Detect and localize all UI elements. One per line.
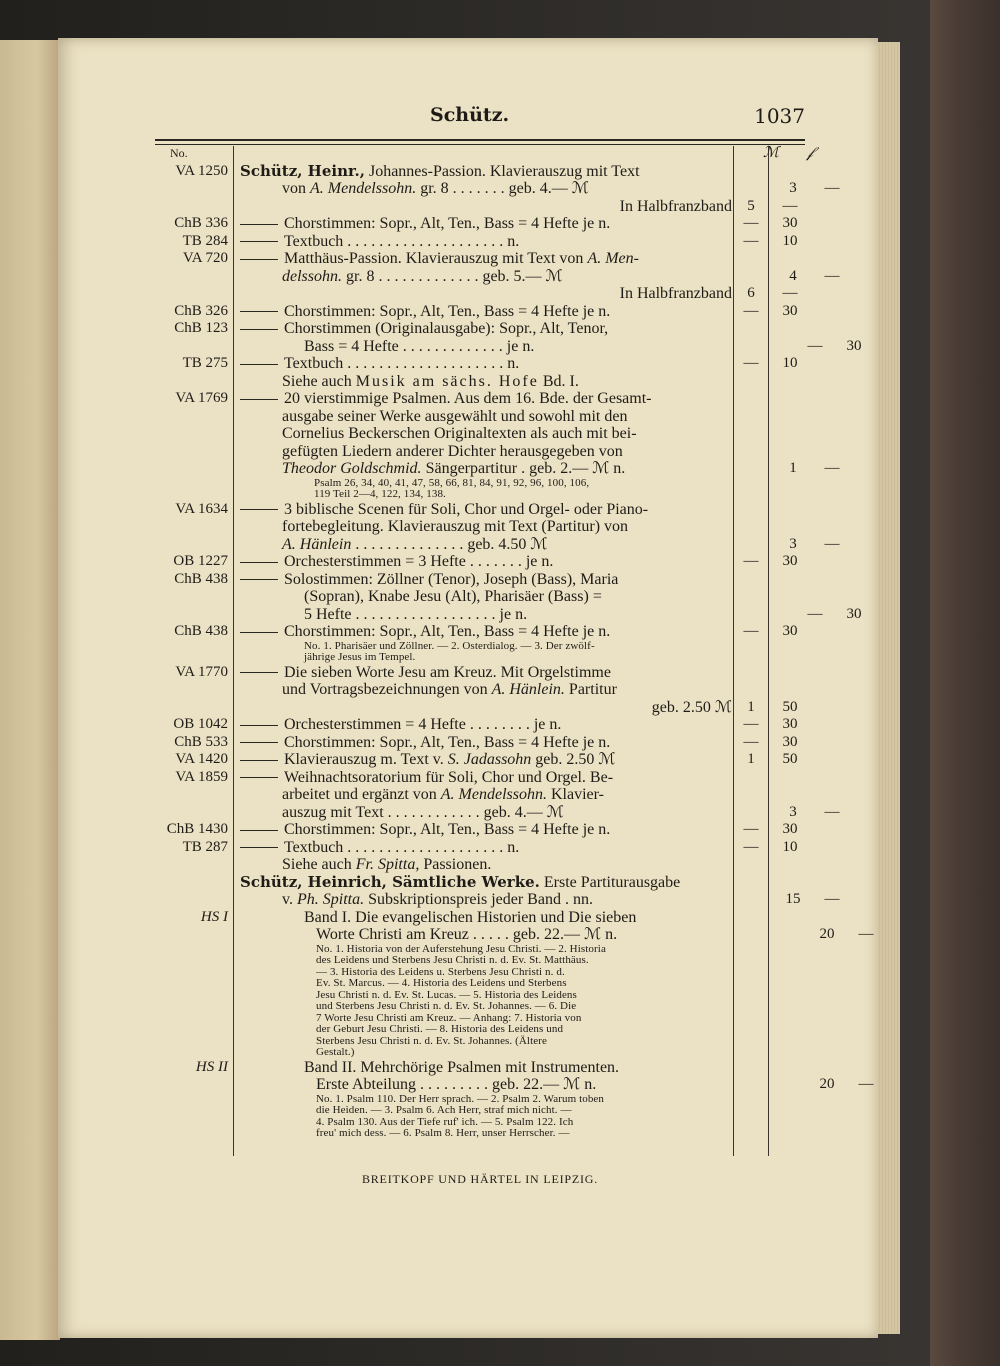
catalog-row (150, 909, 810, 927)
page-number: 1037 (754, 104, 805, 128)
catalog-number: ChB 1430 (166, 821, 228, 837)
catalog-row (150, 1059, 810, 1077)
catalog-row (150, 233, 810, 251)
catalog-row (150, 571, 810, 589)
catalog-row (150, 821, 810, 839)
entry-text: von A. Mendelssohn. gr. 8 . . . . . . . geb. 4.— ℳ (282, 180, 589, 197)
entry-text: No. 1. Historia von der Auferstehung Jesu Christi. — 2. Historia des Leidens und Sterbens Jesu Christi n. d. Ev. St. Matthäus. — 3. Historia des Leidens u. Sterbens Jesu Christi n. d. Ev. St. Marcus. — 4. Historia des Leidens und Sterbens Jesu Christi n. d. Ev. St. Lucas. — 5. Historia des Leidens und Sterbens Jesu Christi n. d. Ev. St. Johannes. — 6. Die 7 Worte Jesu Christi am Kreuz. — Anhang: 7. Historia von der Geburt Jesu Christi. — 8. Historia des Leidens und Sterbens Jesu Christi n. d. Ev. St. Johannes. (Ältere Gestalt.) (316, 942, 606, 1058)
price-pfennig: — (824, 803, 840, 820)
entry-text: und Vortragsbezeichnungen von A. Hänlein. Partitur (282, 681, 617, 698)
catalog-row (150, 734, 810, 752)
entry-text: 5 Hefte . . . . . . . . . . . . . . . . . . je n. (304, 605, 528, 623)
catalog-row (150, 716, 810, 734)
entry-text: Textbuch . . . . . . . . . . . . . . . . . . . . n. (234, 233, 732, 251)
catalog-row (150, 285, 810, 303)
price-mark: — (743, 355, 759, 371)
entry-text: Klavierauszug m. Text v. S. Jadassohn geb. 2.50 ℳ (234, 751, 732, 769)
price-mark: 6 (747, 285, 755, 301)
price-pfennig: — (824, 267, 840, 284)
price-mark: — (743, 553, 759, 569)
catalog-number: ChB 326 (174, 302, 228, 319)
entry-text: A. Hänlein . . . . . . . . . . . . . . geb. 4.50 ℳ (282, 535, 548, 553)
entry-text: In Halbfranzband (619, 197, 732, 215)
catalog-number: ChB 123 (174, 320, 228, 336)
catalog-row (150, 839, 810, 857)
book-cover-edge (930, 0, 1000, 1366)
catalog-row (150, 198, 810, 216)
price-pfennig: — (858, 1076, 874, 1092)
catalog-row (150, 891, 840, 909)
price-mark: — (743, 838, 759, 855)
price-mark: 5 (747, 197, 755, 214)
price-mark: 4 (789, 267, 797, 284)
entry-text: Orchesterstimmen = 3 Hefte . . . . . . . je n. (234, 553, 732, 571)
catalog-row (150, 944, 810, 1059)
catalog-number: TB 284 (182, 232, 228, 249)
catalog-number: VA 1770 (175, 663, 228, 680)
price-pfennig: 30 (782, 733, 798, 750)
entry-text: Textbuch . . . . . . . . . . . . . . . . . . . . n. (234, 839, 732, 857)
price-mark: 1 (747, 751, 755, 767)
price-pfennig: 30 (846, 605, 862, 622)
catalog-number: ChB 336 (174, 215, 228, 231)
price-pfennig: — (782, 285, 798, 301)
price-mark: — (743, 623, 759, 639)
entry-text: fortebegleitung. Klavierauszug mit Text (Partitur) von (282, 518, 629, 535)
catalog-number: VA 720 (182, 250, 228, 266)
price-mark: — (743, 821, 759, 837)
catalog-number: TB 287 (182, 838, 228, 855)
price-pfennig: 30 (782, 215, 798, 231)
catalog-row (150, 856, 810, 874)
price-mark: — (743, 215, 759, 231)
entry-text: Worte Christi am Kreuz . . . . . geb. 22.— ℳ n. (316, 926, 618, 943)
price-pfennig: — (858, 926, 874, 942)
entry-text: Chorstimmen: Sopr., Alt, Ten., Bass = 4 Hefte je n. (234, 303, 732, 321)
price-pfennig: 10 (782, 355, 798, 371)
catalog-number: HS II (195, 1058, 228, 1075)
catalog-number: OB 1042 (173, 716, 228, 732)
entry-text: (Sopran), Knabe Jesu (Alt), Pharisäer (Bass) = (304, 588, 602, 605)
price-pfennig: 50 (782, 698, 798, 715)
catalog-row (150, 180, 840, 198)
entry-text: 3 biblische Scenen für Soli, Chor und Orgel- oder Piano- (234, 501, 732, 519)
entry-text: ausgabe seiner Werke ausgewählt und sowohl mit den (282, 407, 628, 425)
price-mark: 15 (785, 891, 801, 907)
catalog-row (150, 518, 810, 536)
catalog-row (150, 250, 810, 268)
column-header-pfennig: 𝒻 (806, 145, 814, 161)
entry-text: Matthäus-Passion. Klavierauszug mit Text von A. Men- (234, 250, 732, 268)
catalog-row (150, 373, 810, 391)
entry-text: Siehe auch Musik am sächs. Hofe Bd. I. (282, 372, 579, 390)
running-title: Schütz. (430, 104, 510, 126)
catalog-row (150, 803, 840, 822)
catalog-row (150, 1076, 874, 1094)
entry-text: Band I. Die evangelischen Historien und Die sieben (304, 908, 637, 926)
entry-text: No. 1. Psalm 110. Der Herr sprach. — 2. Psalm 2. Warum toben die Heiden. — 3. Psalm 6. Ach Herr, straf mich nicht. — 4. Psalm 130. Aus der Tiefe ruf' ich. — 5. Psalm 122. Ich freu' mich dess. — 6. Psalm 8. Herr, unser Herrscher. — (316, 1092, 605, 1139)
catalog-row (150, 664, 810, 682)
entry-text: v. Ph. Spitta. Subskriptionspreis jeder Band . nn. (282, 891, 593, 908)
catalog-number: VA 1859 (175, 768, 228, 785)
price-mark: — (807, 605, 823, 622)
catalog-row (150, 443, 810, 461)
catalog-number: VA 1634 (175, 500, 228, 517)
catalog-row (150, 874, 810, 892)
catalog-number: HS I (200, 908, 228, 925)
price-pfennig: — (824, 460, 840, 476)
previous-page-edge (0, 40, 60, 1340)
catalog-row (150, 267, 840, 286)
catalog-row (150, 786, 810, 804)
catalog-row (150, 641, 810, 664)
entry-text: auszug mit Text . . . . . . . . . . . . geb. 4.— ℳ (282, 803, 564, 821)
entry-text: Solostimmen: Zöllner (Tenor), Joseph (Bass), Maria (234, 571, 732, 589)
catalog-row (150, 425, 810, 443)
entry-text: Orchesterstimmen = 4 Hefte . . . . . . . . je n. (234, 716, 732, 734)
catalog-entries (150, 145, 874, 1140)
entry-text: Bass = 4 Hefte . . . . . . . . . . . . . je n. (304, 337, 535, 355)
catalog-number: VA 1250 (175, 162, 228, 179)
catalog-row (150, 605, 862, 624)
entry-text: Chorstimmen (Originalausgabe): Sopr., Alt, Tenor, (234, 320, 732, 338)
entry-list (150, 161, 874, 1140)
catalog-row (150, 355, 810, 373)
price-mark: 20 (819, 1076, 835, 1092)
price-pfennig: 30 (782, 623, 798, 639)
catalog-row (150, 390, 810, 408)
price-pfennig: — (824, 180, 840, 196)
price-pfennig: 30 (846, 337, 862, 354)
price-pfennig: — (824, 535, 840, 552)
catalog-row (150, 681, 810, 699)
price-pfennig: 10 (782, 232, 798, 249)
entry-text: Band II. Mehrchörige Psalmen mit Instrumenten. (304, 1058, 620, 1076)
price-mark: 1 (747, 698, 755, 715)
price-pfennig: 30 (782, 716, 798, 732)
price-mark: — (743, 302, 759, 319)
entry-text: Psalm 26, 34, 40, 41, 47, 58, 66, 81, 84, 91, 92, 96, 100, 106, 119 Teil 2—4, 122, 134, 138. (314, 476, 590, 500)
catalog-row (150, 478, 810, 501)
entry-text: Siehe auch Fr. Spitta, Passionen. (282, 856, 492, 873)
column-header-row (150, 145, 814, 163)
catalog-row (150, 163, 810, 181)
catalog-row (150, 303, 810, 321)
entry-text: Chorstimmen: Sopr., Alt, Ten., Bass = 4 Hefte je n. (234, 821, 732, 839)
catalog-row (150, 337, 862, 356)
price-mark: — (743, 232, 759, 249)
catalog-row (150, 320, 810, 338)
price-mark: 20 (819, 926, 835, 942)
catalog-row (150, 751, 810, 769)
catalog-row (150, 1094, 810, 1140)
price-mark: — (743, 716, 759, 732)
column-header-mark: ℳ (762, 145, 780, 161)
entry-text: gefügten Liedern anderer Dichter herausgegeben von (282, 442, 623, 460)
price-mark: 1 (789, 460, 797, 476)
catalog-number: OB 1227 (173, 553, 228, 569)
entry-text: Schütz, Heinr., Johannes-Passion. Klavierauszug mit Text (240, 161, 640, 180)
publisher-footer: BREITKOPF UND HÄRTEL IN LEIPZIG. (361, 1172, 599, 1186)
catalog-row (150, 460, 840, 478)
catalog-number: ChB 533 (174, 733, 228, 750)
entry-text: Chorstimmen: Sopr., Alt, Ten., Bass = 4 Hefte je n. (234, 734, 732, 752)
entry-text: Chorstimmen: Sopr., Alt, Ten., Bass = 4 Hefte je n. (234, 623, 732, 641)
entry-text: Erste Abteilung . . . . . . . . . geb. 22.— ℳ n. (316, 1076, 597, 1093)
catalog-number: VA 1769 (175, 390, 228, 406)
price-mark: 3 (789, 535, 797, 552)
catalog-row (150, 501, 810, 519)
catalog-row (150, 408, 810, 426)
entry-text: Textbuch . . . . . . . . . . . . . . . . . . . . n. (234, 355, 732, 373)
catalog-row (150, 215, 810, 233)
price-pfennig: 30 (782, 302, 798, 319)
catalog-number: TB 275 (182, 355, 228, 371)
entry-text: No. 1. Pharisäer und Zöllner. — 2. Osterdialog. — 3. Der zwölf- jährige Jesus im Tempel. (304, 639, 595, 663)
entry-text: Weihnachtsoratorium für Soli, Chor und Orgel. Be- (234, 769, 732, 787)
entry-text: Theodor Goldschmid. Sängerpartitur . geb. 2.— ℳ n. (282, 460, 626, 477)
catalog-row (150, 535, 840, 554)
catalog-row (150, 623, 810, 641)
page-header (155, 104, 805, 132)
entry-text: geb. 2.50 ℳ (651, 698, 732, 716)
catalog-row (150, 769, 810, 787)
column-header-no: No. (170, 146, 188, 160)
price-pfennig: 30 (782, 821, 798, 837)
entry-text: Cornelius Beckerschen Originaltexten als auch mit bei- (282, 425, 637, 442)
price-mark: 3 (789, 180, 797, 196)
catalog-number: ChB 438 (174, 623, 228, 639)
entry-text: Chorstimmen: Sopr., Alt, Ten., Bass = 4 Hefte je n. (234, 215, 732, 233)
catalog-row (150, 926, 874, 944)
entry-text: delssohn. gr. 8 . . . . . . . . . . . . . geb. 5.— ℳ (282, 267, 563, 285)
price-mark: — (807, 337, 823, 354)
price-pfennig: — (782, 197, 798, 214)
catalog-row (150, 588, 810, 606)
entry-text: Die sieben Worte Jesu am Kreuz. Mit Orgelstimme (234, 664, 732, 682)
price-pfennig: 10 (782, 838, 798, 855)
page-stack-edge (878, 42, 900, 1334)
price-mark: — (743, 733, 759, 750)
entry-text: Schütz, Heinrich, Sämtliche Werke. Erste Partiturausgabe (240, 872, 681, 891)
catalog-row (150, 699, 810, 717)
price-pfennig: 30 (782, 553, 798, 569)
price-pfennig: — (824, 891, 840, 907)
entry-text: 20 vierstimmige Psalmen. Aus dem 16. Bde. der Gesamt- (234, 390, 732, 408)
entry-text: arbeitet und ergänzt von A. Mendelssohn. Klavier- (282, 786, 604, 803)
catalog-number: VA 1420 (175, 751, 228, 767)
entry-text: In Halbfranzband (619, 285, 732, 302)
catalog-number: ChB 438 (174, 570, 228, 587)
catalog-row (150, 553, 810, 571)
price-pfennig: 50 (782, 751, 798, 767)
price-mark: 3 (789, 803, 797, 820)
